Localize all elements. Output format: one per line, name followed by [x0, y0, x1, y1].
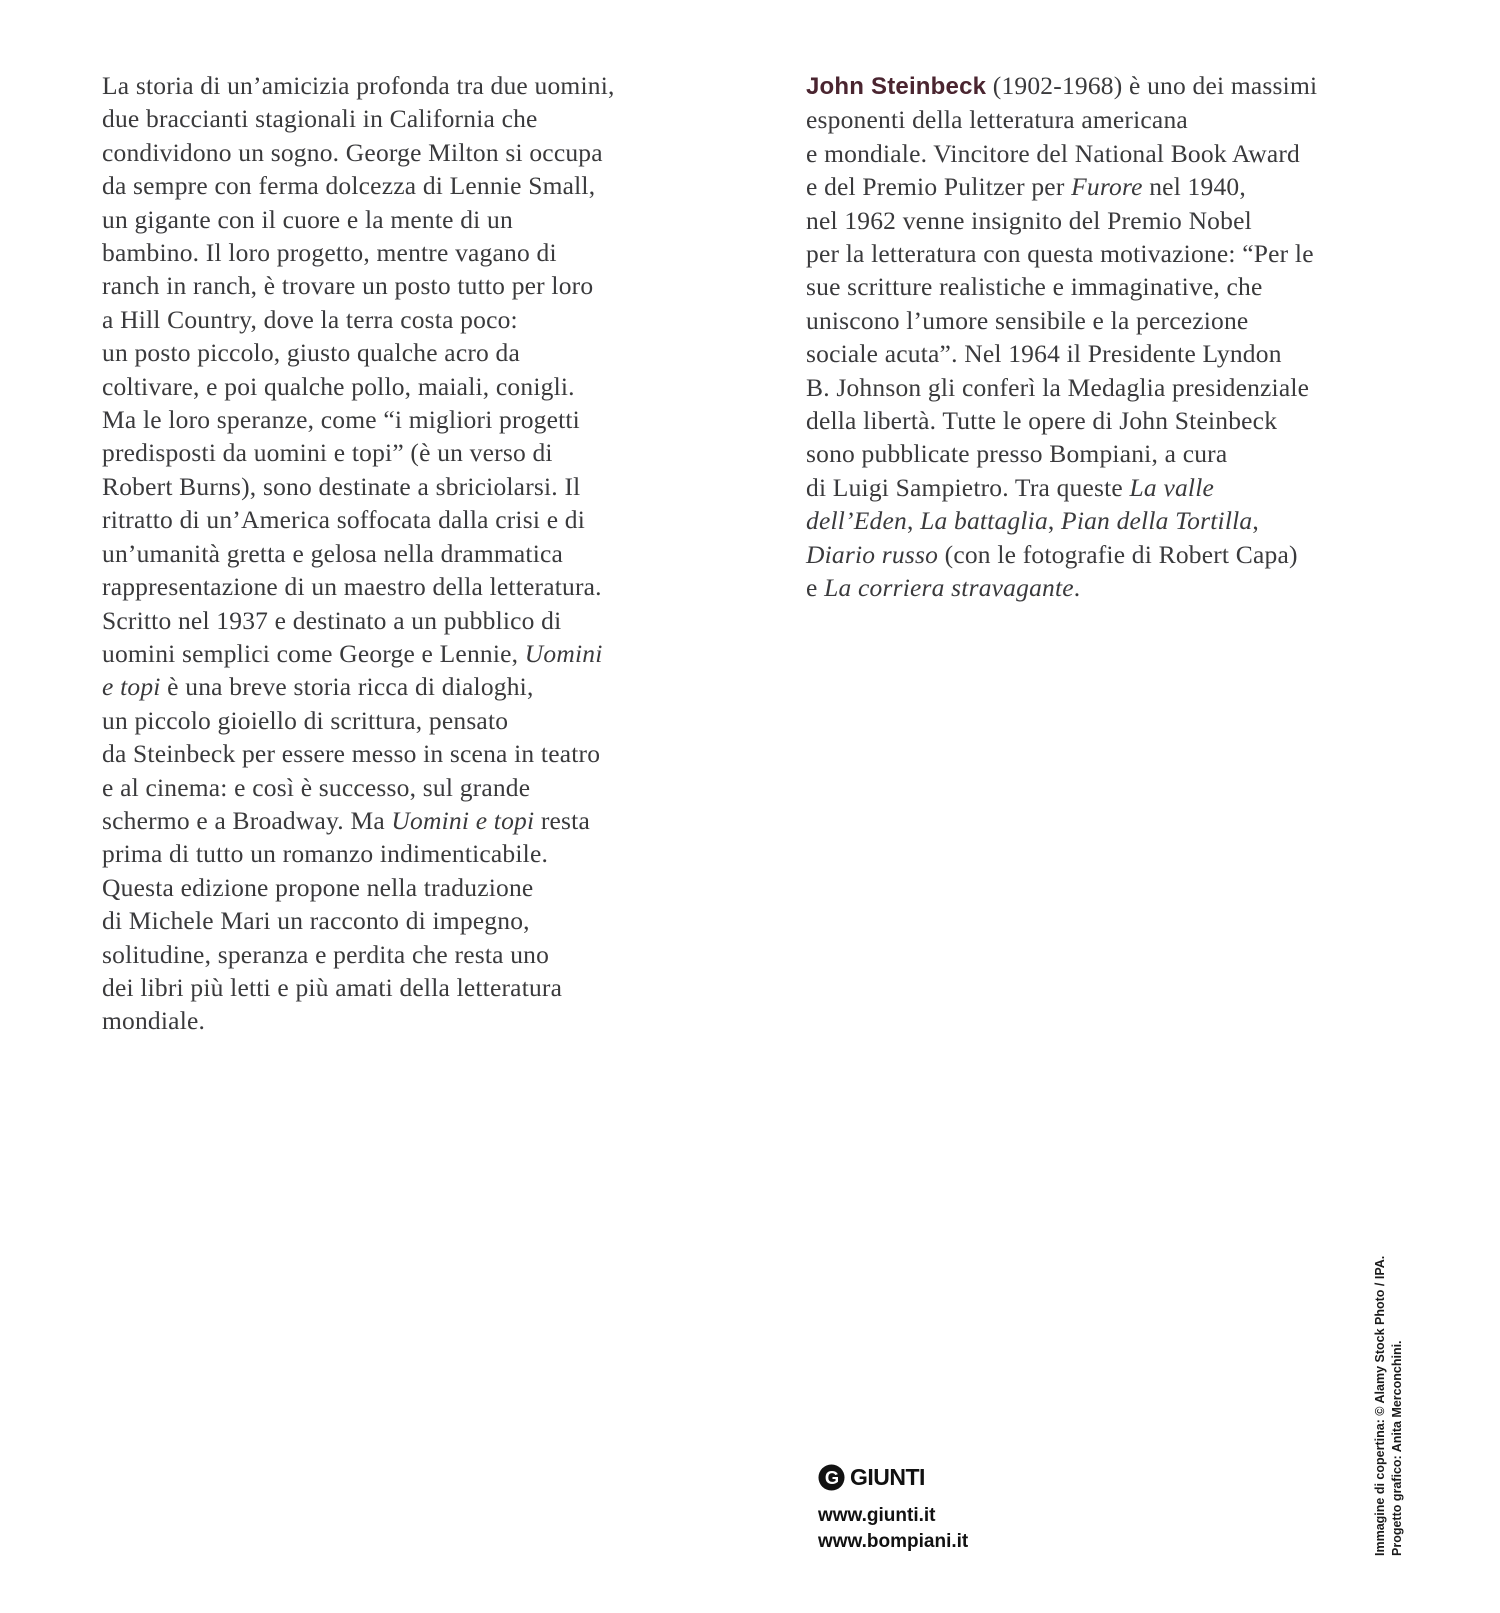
text-line: un gigante con il cuore e la mente di un — [102, 204, 513, 234]
text-line: coltivare, e poi qualche pollo, maiali, conigli. — [102, 371, 575, 401]
graphic-design-credit: Progetto grafico: Anita Merconchini. — [1390, 1340, 1404, 1556]
text-line: John Steinbeck (1902-1968) è uno dei massimi — [806, 71, 1318, 100]
cover-image-credit: Immagine di copertina: © Alamy Stock Photo / IPA. — [1373, 1255, 1387, 1556]
text-line: esponenti della letteratura americana — [806, 105, 1188, 135]
text-line: dell’Eden, La battaglia, Pian della Tortilla, — [806, 506, 1259, 536]
text-line: di Luigi Sampietro. Tra queste La valle — [806, 472, 1214, 502]
text-line: un piccolo gioiello di scrittura, pensato — [102, 705, 509, 735]
text-line: uomini semplici come George e Lennie, Uomini — [102, 638, 603, 668]
giunti-wordmark: GIUNTI — [850, 1464, 925, 1490]
text-line: condividono un sogno. George Milton si occupa — [102, 137, 603, 167]
text-line: e del Premio Pulitzer per Furore nel 1940, — [806, 172, 1246, 202]
text-line: ritratto di un’America soffocata dalla crisi e di — [102, 505, 586, 535]
text-line: da sempre con ferma dolcezza di Lennie Small, — [102, 171, 596, 201]
text-line: Scritto nel 1937 e destinato a un pubblico di — [102, 605, 562, 635]
giunti-logo — [818, 1464, 968, 1491]
footer — [818, 1464, 968, 1555]
text-line: schermo e a Broadway. Ma Uomini e topi resta — [102, 805, 590, 835]
text-line: sono pubblicate presso Bompiani, a cura — [806, 439, 1228, 469]
giunti-g-icon — [818, 1464, 845, 1491]
text-line: sue scritture realistiche e immaginative, che — [806, 272, 1263, 302]
text-line: e topi è una breve storia ricca di dialoghi, — [102, 672, 534, 702]
text-line: di Michele Mari un racconto di impegno, — [102, 906, 530, 936]
text-line: Ma le loro speranze, come “i migliori progetti — [102, 405, 580, 435]
synopsis-column — [102, 69, 712, 1038]
text-line: ranch in ranch, è trovare un posto tutto per loro — [102, 271, 594, 301]
text-line: e mondiale. Vincitore del National Book Award — [806, 138, 1300, 168]
text-line: per la letteratura con questa motivazione: “Per le — [806, 239, 1314, 269]
text-line: nel 1962 venne insignito del Premio Nobel — [806, 205, 1252, 235]
text-line: prima di tutto un romanzo indimenticabile. — [102, 839, 549, 869]
text-line: sociale acuta”. Nel 1964 il Presidente Lyndon — [806, 339, 1282, 369]
bompiani-url: www.bompiani.it — [818, 1531, 969, 1552]
publisher-urls — [818, 1503, 968, 1555]
cover-credits — [1372, 1238, 1408, 1556]
text-line: un’umanità gretta e gelosa nella drammatica — [102, 538, 564, 568]
author-bio-column — [806, 69, 1406, 605]
text-line: Questa edizione propone nella traduzione — [102, 872, 534, 902]
text-line: mondiale. — [102, 1006, 206, 1036]
text-line: a Hill Country, dove la terra costa poco: — [102, 304, 518, 334]
text-line: solitudine, speranza e perdita che resta uno — [102, 939, 550, 969]
text-line: dei libri più letti e più amati della letteratura — [102, 972, 563, 1002]
text-line: e La corriera stravagante. — [806, 573, 1081, 603]
text-line: bambino. Il loro progetto, mentre vagano di — [102, 238, 557, 268]
giunti-url: www.giunti.it — [818, 1505, 936, 1526]
text-line: Diario russo (con le fotografie di Robert Capa) — [806, 539, 1298, 569]
text-line: un posto piccolo, giusto qualche acro da — [102, 338, 521, 368]
svg-text:G: G — [824, 1466, 840, 1488]
text-line: uniscono l’umore sensibile e la percezione — [806, 305, 1249, 335]
text-line: predisposti da uomini e topi” (è un verso di — [102, 438, 553, 468]
text-line: B. Johnson gli conferì la Medaglia presidenziale — [806, 372, 1310, 402]
text-line: rappresentazione di un maestro della letteratura. — [102, 572, 602, 602]
text-line: della libertà. Tutte le opere di John Steinbeck — [806, 406, 1278, 436]
text-line: e al cinema: e così è successo, sul grande — [102, 772, 531, 802]
text-line: da Steinbeck per essere messo in scena in teatro — [102, 739, 601, 769]
text-line: due braccianti stagionali in California che — [102, 104, 538, 134]
text-line: Robert Burns), sono destinate a sbriciolarsi. Il — [102, 471, 581, 501]
text-line: La storia di un’amicizia profonda tra due uomini, — [102, 71, 615, 100]
